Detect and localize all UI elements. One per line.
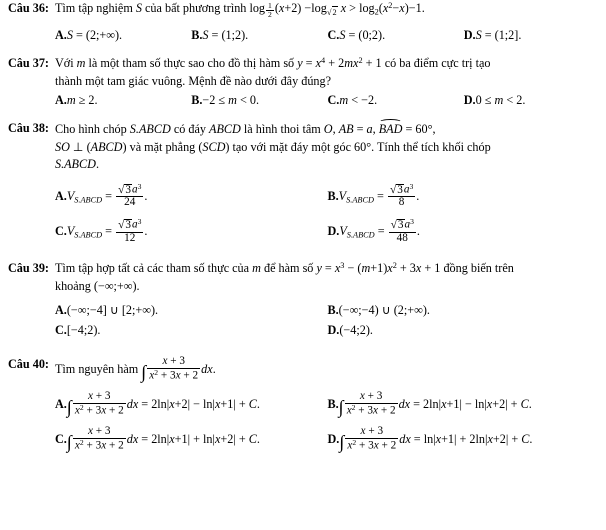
q40-option-a[interactable]: A.∫ $\frac{x + 3}{x^2 + 3x + 2}$ dx = 2ln|x+2| − ln|x+1| + C. xyxy=(54,390,260,418)
question-40-options-row1 xyxy=(55,391,600,417)
q39-option-a[interactable] xyxy=(55,302,328,320)
question-39-body xyxy=(55,260,600,340)
question-39-stem-line1 xyxy=(55,260,600,278)
q38-line3-dot: . xyxy=(95,157,99,172)
q37-option-c-label: C. xyxy=(327,93,340,108)
q38-center: O xyxy=(323,121,333,136)
q38-option-c-label: C. xyxy=(54,224,67,239)
question-38-options-row2 xyxy=(55,218,600,244)
q38-option-b-sub: S.ABCD xyxy=(346,195,374,205)
question-40-stem: Tìm nguyên hàm ∫ $\frac{x + 3}{x^2 + 3x + 2}$ dx. xyxy=(54,355,216,383)
q37-option-a[interactable]: A.m ≥ 2. xyxy=(54,93,98,108)
q38-option-d-den: 48 xyxy=(396,231,408,244)
q36-tail: −1. xyxy=(408,1,425,15)
q40-integrand: $\frac{x + 3}{x^2 + 3x + 2}$ xyxy=(149,355,199,382)
q36-option-b-label: B. xyxy=(191,28,203,43)
q38-option-c-den: 12 xyxy=(124,231,136,244)
q39-function: $y = x^3 - (m+1)x^2 + 3x + 1$ xyxy=(316,261,441,276)
question-37-options xyxy=(55,92,600,110)
q38-line1-c: là hình thoi tâm xyxy=(240,121,324,136)
q38-line1-b: có đáy xyxy=(170,121,210,136)
question-37 xyxy=(0,55,606,110)
question-39-label: Câu 39: xyxy=(8,261,49,276)
q36-option-d-label: D. xyxy=(463,28,476,43)
q36-base-half: 1 2 xyxy=(268,1,272,20)
q40-b-int: ∫ xyxy=(338,397,344,418)
q40-integral-sign: ∫ xyxy=(141,362,147,383)
q36-stem-part2: của bất phương trình xyxy=(141,1,250,15)
question-39-options-row1 xyxy=(55,302,600,320)
question-40-body xyxy=(55,356,600,453)
q38-option-d[interactable]: $D.V_{S.ABCD}$ = $\frac{√3a^3}{48}$ . xyxy=(327,217,420,244)
q36-gt: > xyxy=(349,1,357,15)
question-37-stem-line2: thành một tam giác vuông. Mệnh đề nào dưới đây đúng? xyxy=(54,73,332,88)
q38-option-a-dot: . xyxy=(144,188,148,203)
q38-angle-bad: BAD xyxy=(379,120,403,139)
q38-option-d-dot: . xyxy=(416,224,420,239)
q38-line2-d: . Tính thể tích khối chóp xyxy=(371,139,491,154)
question-38-label: Câu 38: xyxy=(8,120,49,135)
q39-option-d[interactable] xyxy=(327,322,600,340)
q40-line1-dot: . xyxy=(212,362,216,376)
q36-option-b[interactable]: B.S = (1;2). xyxy=(191,28,249,43)
q36-stem-part1: Tìm tập nghiệm xyxy=(54,1,136,15)
question-38-stem-line2: SO ⊥ (ABCD) và mặt phẳng (SCD) tạo với mặt đáy một góc 60°. Tính thể tích khối chóp xyxy=(54,139,491,154)
q38-angle60: 60° xyxy=(354,139,372,154)
q36-log1: log xyxy=(249,1,266,15)
q38-option-b-dot: . xyxy=(416,188,420,203)
q36-log2-base: 2 xyxy=(374,7,379,17)
q36-option-a[interactable]: A.S = (2;+∞). xyxy=(54,28,123,43)
q37-line1-c: có ba điểm cực trị tạo xyxy=(381,55,491,70)
q38-solid: S.ABCD xyxy=(129,121,171,136)
q40-option-c[interactable]: C.∫ $\frac{x + 3}{x^2 + 3x + 2}$ dx = 2ln|x+1| + ln|x+2| + C. xyxy=(54,425,260,453)
question-36 xyxy=(0,0,606,45)
q38-base: ABCD xyxy=(209,121,241,136)
question-39-stem-line2 xyxy=(55,278,600,296)
q40-option-c-label: C. xyxy=(54,432,67,447)
question-36-options xyxy=(55,27,600,45)
question-38-stem-line1: Cho hình chóp S.ABCD có đáy ABCD là hình thoi tâm O, AB = a, BAD = 60°, xyxy=(55,120,600,139)
question-40 xyxy=(0,356,606,453)
q37-line1-a: Với xyxy=(54,55,77,70)
q39-line1-c: đồng biến trên xyxy=(440,261,514,276)
q37-line1-b: là một tham số thực sao cho đồ thị hàm số xyxy=(85,55,298,70)
q40-option-a-label: A. xyxy=(54,397,67,412)
q38-line2-c: tạo với mặt đáy một góc xyxy=(229,139,355,154)
question-37-label: Câu 37: xyxy=(8,55,49,70)
q39-param-m: m xyxy=(252,261,261,276)
question-38-body xyxy=(55,120,600,244)
q40-option-b-label: B. xyxy=(327,397,339,412)
q39-interval: (−∞;+∞) xyxy=(93,279,137,293)
question-37-body xyxy=(55,55,600,110)
q38-ab: AB xyxy=(338,121,354,136)
q38-line2-b: và mặt phẳng xyxy=(126,139,199,154)
question-36-body xyxy=(55,0,600,45)
question-40-options-row2 xyxy=(55,426,600,452)
q38-option-a-den: 24 xyxy=(124,196,136,209)
q40-d-int: ∫ xyxy=(339,432,345,453)
question-38-stem-line3 xyxy=(55,156,600,174)
q36-argx: x xyxy=(340,1,347,15)
q36-minus: − xyxy=(304,1,312,15)
q39-line2-a: khoảng xyxy=(54,279,94,293)
q36-option-d[interactable]: D.S = (1;2]. xyxy=(463,28,522,43)
q37-param-m: m xyxy=(76,55,86,70)
q36-log3: log xyxy=(359,1,375,15)
q39-line2-dot: . xyxy=(136,279,140,293)
q40-option-b[interactable]: B.∫ $\frac{x + 3}{x^2 + 3x + 2}$ dx = 2ln|x+1| − ln|x+2| + C. xyxy=(327,390,532,418)
q38-so: SO xyxy=(54,139,70,154)
q38-line1-a: Cho hình chóp xyxy=(54,121,130,136)
q36-arg1: (x+2) xyxy=(274,1,302,15)
q39-line1-b: để hàm số xyxy=(260,261,317,276)
q39-option-c-label: C. xyxy=(54,323,67,338)
q37-option-d-label: D. xyxy=(463,93,476,108)
q39-option-d-label: D. xyxy=(327,323,340,338)
q38-option-d-label: D. xyxy=(327,224,340,239)
question-38 xyxy=(0,120,606,244)
q39-option-a-label: A. xyxy=(54,302,67,317)
q40-c-int: ∫ xyxy=(66,432,72,453)
question-39 xyxy=(0,260,606,340)
q40-option-d[interactable]: D.∫ $\frac{x + 3}{x^2 + 3x + 2}$ dx = ln|x+1| + 2ln|x+2| + C. xyxy=(327,425,533,453)
q36-base-sqrt2: √2 xyxy=(327,8,338,17)
q38-option-a-label: A. xyxy=(54,188,67,203)
q38-solid-2: S.ABCD xyxy=(54,157,96,172)
q36-arg3: $(x^2-x)$ xyxy=(378,1,409,15)
q36-option-c-label: C. xyxy=(327,28,340,43)
q38-option-b-den: 8 xyxy=(398,196,405,209)
q38-option-b-label: B. xyxy=(327,188,339,203)
question-36-stem xyxy=(55,0,600,19)
q37-function: $y = x^4 + 2mx^2 + 1$ xyxy=(297,55,382,70)
q37-option-b-label: B. xyxy=(191,93,203,108)
q37-option-d[interactable]: D.0 ≤ m < 2. xyxy=(463,93,526,108)
q37-option-c[interactable]: C.m < −2. xyxy=(327,93,378,108)
q38-option-c-dot: . xyxy=(144,224,148,239)
q37-option-b[interactable]: B.−2 ≤ m < 0. xyxy=(191,93,260,108)
q39-option-d-text: (−4;2). xyxy=(339,323,373,338)
question-40-label: Câu 40: xyxy=(8,357,49,372)
q39-option-b-label: B. xyxy=(327,302,339,317)
q39-option-b-text: (−∞;−4) ∪ (2;+∞). xyxy=(338,302,430,317)
q38-option-d-sub: S.ABCD xyxy=(346,230,375,240)
q39-option-c[interactable] xyxy=(55,322,328,340)
question-36-label: Câu 36: xyxy=(8,1,49,15)
q39-option-b[interactable] xyxy=(327,302,600,320)
question-38-options-row1 xyxy=(55,183,600,209)
q38-option-c-sub: S.ABCD xyxy=(74,230,103,240)
q38-option-a[interactable]: $A.V_{S.ABCD}$ = $\frac{√3a^3}{24}$ . xyxy=(54,181,148,209)
q36-option-c[interactable]: C.S = (0;2). xyxy=(327,28,386,43)
q38-option-b[interactable]: $B.V_{S.ABCD}$ = $\frac{√3a^3}{8}$ . xyxy=(327,181,420,209)
q36-log2: log xyxy=(311,1,327,15)
q39-option-a-text: (−∞;−4] ∪ [2;+∞). xyxy=(66,302,159,317)
q36-set-var: S xyxy=(135,1,142,15)
q40-option-d-label: D. xyxy=(327,432,340,447)
q40-line1-a: Tìm nguyên hàm xyxy=(54,362,142,376)
q39-option-c-text: [−4;2). xyxy=(66,323,101,338)
q40-a-int: ∫ xyxy=(66,397,72,418)
q36-inequality xyxy=(249,1,425,20)
q39-line1-a: Tìm tập hợp tất cả các tham số thực của xyxy=(54,261,253,276)
q36-option-a-label: A. xyxy=(54,28,67,43)
question-39-options-row2 xyxy=(55,322,600,340)
q37-option-a-label: A. xyxy=(54,93,67,108)
question-37-stem-line1 xyxy=(55,55,600,73)
q38-option-a-sub: S.ABCD xyxy=(74,195,103,205)
q38-option-c[interactable]: $C.V_{S.ABCD}$ = $\frac{√3a^3}{12}$ . xyxy=(54,217,148,244)
